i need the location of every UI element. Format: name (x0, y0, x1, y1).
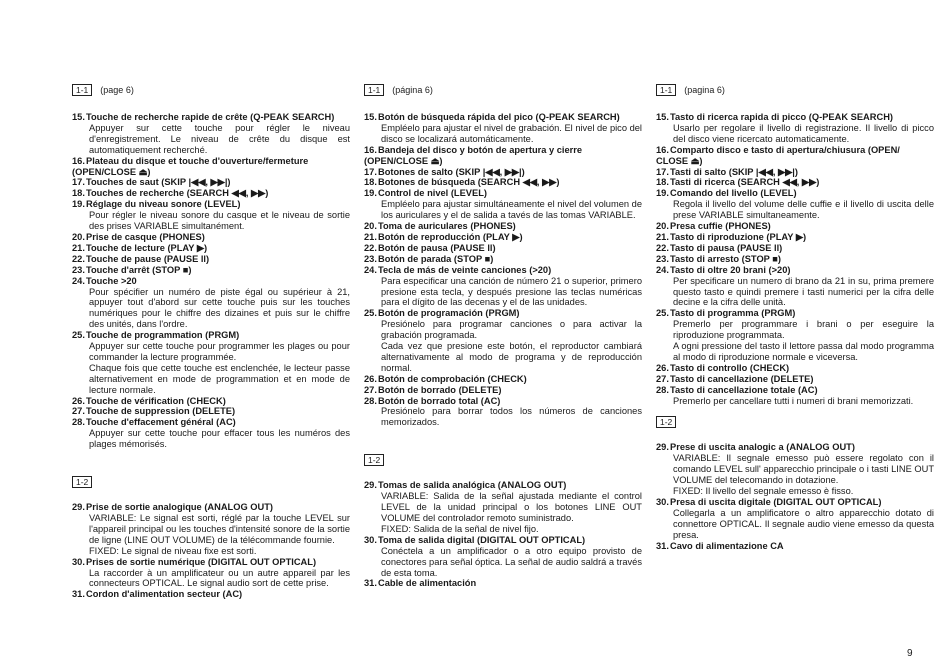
item-number: 30. (72, 556, 85, 567)
column-french (72, 80, 350, 600)
item-number: 23. (72, 264, 85, 275)
figure-reference (364, 454, 642, 466)
item-title-text: Tasto di cancellazione totale (AC) (670, 384, 818, 395)
item-number: 20. (364, 221, 377, 232)
item-title-text: Prese di uscita analogic a (ANALOG OUT) (670, 442, 855, 453)
item-number: 26. (656, 362, 669, 373)
description-paragraph: Cada vez que presione este botón, el reproductor cambiará alternativamente al modo de programa y de reproducción normal. (381, 341, 642, 373)
description-paragraph: Per specificare un numero di brano da 21 in su, prima premere questo tasto e quindi premere i tasti numerici per la cifra delle decine e la cifra delle unità. (673, 275, 934, 308)
item-title-text: Toma de salida digital (DIGITAL OUT OPTICAL) (378, 534, 586, 545)
item-title (364, 188, 642, 199)
item-title (72, 502, 350, 513)
item-number: 21. (656, 231, 669, 242)
item-title (364, 578, 642, 589)
description-paragraph: Collegarla a un amplificatore o altro apparecchio dotato di connettore OPTICAL. Il segnale audio viene emesso da questa presa. (673, 507, 934, 540)
list-item (72, 232, 350, 243)
list-item (364, 480, 642, 535)
item-number: 24. (72, 275, 85, 286)
item-title (72, 188, 350, 199)
description-paragraph: VARIABLE: Il segnale emesso può essere regolato con il comando LEVEL sull' apparecchio principale o i tasti LINE OUT VOLUME del telecomando in dotazione. (673, 453, 934, 486)
item-number: 31. (364, 578, 377, 589)
item-title-text: Toma de auriculares (PHONES) (378, 221, 516, 232)
list-item (364, 374, 642, 385)
description-paragraph: Appuyer sur cette touche pour effacer tous les numéros des plages mémorisés. (89, 428, 350, 450)
list-item (656, 385, 934, 407)
item-title-text: Touche d'effacement général (AC) (86, 417, 236, 428)
list-item (364, 535, 642, 579)
item-title (656, 167, 934, 178)
list-item (656, 254, 934, 265)
item-title-text: Bandeja del disco y botón de apertura y cierre (OPEN/CLOSE ⏏) (364, 144, 583, 166)
item-title-text: Tomas de salida analógica (ANALOG OUT) (378, 480, 567, 491)
description-paragraph: Presiónelo para programar canciones o para activar la grabación programada. (381, 319, 642, 341)
item-description (72, 287, 350, 331)
item-title-text: Touche de pause (PAUSE ll) (86, 253, 210, 264)
figure-ref-page: (pagina 6) (684, 84, 725, 95)
description-paragraph: A ogni pressione del tasto il lettore passa dal modo programma al modo di riproduzione normale e viceversa. (673, 341, 934, 362)
figure-ref-page: (página 6) (392, 84, 433, 95)
list-item (364, 145, 642, 167)
item-description (72, 428, 350, 450)
item-title-text: Tasto di controllo (CHECK) (670, 362, 790, 373)
item-title-text: Botón de pausa (PAUSE ll) (378, 242, 496, 253)
list-item (656, 188, 934, 221)
item-title-text: Tasto di ricerca rapida di picco (Q-PEAK SEARCH) (670, 112, 893, 122)
list-item (364, 578, 642, 589)
item-number: 22. (72, 253, 85, 264)
figure-ref-box: 1-1 (72, 84, 92, 96)
item-number: 18. (656, 177, 669, 188)
item-title (656, 363, 934, 374)
item-title-text: Botón de reproducción (PLAY ▶) (378, 231, 523, 242)
list-item (364, 396, 642, 429)
item-title (656, 254, 934, 265)
item-title-text: Tasto di cancellazione (DELETE) (670, 373, 814, 384)
item-number: 23. (364, 253, 377, 264)
item-title-text: Control de nivel (LEVEL) (378, 188, 487, 199)
item-title-text: Touches de recherche (SEARCH ◀◀, ▶▶) (86, 188, 269, 199)
item-number: 27. (364, 384, 377, 395)
item-title-text: Comando del livello (LEVEL) (670, 188, 797, 199)
item-title-text: Comparto disco e tasto di apertura/chiusura (OPEN/ CLOSE ⏏) (656, 144, 900, 166)
figure-reference (656, 416, 934, 428)
description-paragraph: FIXED: Il livello del segnale emesso è fisso. (673, 486, 854, 497)
item-number: 29. (656, 442, 669, 453)
item-title-text: Touche de recherche rapide de crête (Q-PEAK SEARCH) (86, 112, 335, 122)
list-item (656, 541, 934, 552)
item-description (656, 123, 934, 145)
item-number: 24. (656, 264, 669, 275)
item-title (72, 199, 350, 210)
item-title-text: Tasto di pausa (PAUSE ll) (670, 242, 783, 253)
item-number: 30. (364, 534, 377, 545)
item-title (656, 243, 934, 254)
figure-ref-box: 1-1 (364, 84, 384, 96)
list-item (656, 374, 934, 385)
item-number: 17. (72, 177, 85, 188)
item-number: 17. (364, 166, 377, 177)
item-description (364, 406, 642, 428)
item-description (364, 199, 642, 221)
item-title-text: Tasti di ricerca (SEARCH ◀◀, ▶▶) (670, 177, 820, 188)
item-title (72, 112, 350, 123)
description-paragraph: Regola il livello del volume delle cuffie e il livello di uscita delle prese VARIABLE simultaneamente. (673, 199, 934, 221)
item-title (656, 221, 934, 232)
description-paragraph: VARIABLE: Le signal est sorti, réglé par la touche LEVEL sur l'appareil principal ou les touches d'intensité sonore de la sortie de ligne (LINE OUT VOLUME) de la télécommande fournie. (89, 513, 350, 545)
item-description (656, 453, 934, 497)
item-number: 16. (364, 144, 377, 155)
item-number: 27. (72, 406, 85, 417)
item-title (656, 232, 934, 243)
item-number: 18. (72, 188, 85, 199)
list-item (364, 265, 642, 309)
item-description (656, 276, 934, 309)
item-title (72, 406, 350, 417)
list-item (72, 112, 350, 156)
item-title (72, 177, 350, 188)
list-item (72, 265, 350, 276)
list-item (364, 243, 642, 254)
item-title (656, 145, 934, 167)
item-title-text: Touche de lecture (PLAY ▶) (86, 242, 208, 253)
item-number: 31. (656, 540, 669, 551)
item-number: 24. (364, 264, 377, 275)
item-title-text: Tasti di salto (SKIP |◀◀, ▶▶|) (670, 166, 798, 177)
item-description (72, 341, 350, 396)
list-item (72, 276, 350, 331)
description-paragraph: Empléelo para ajustar el nivel de grabación. El nivel de pico del disco se localizará automáticamente. (381, 122, 642, 144)
item-title (656, 308, 934, 319)
list-item (72, 177, 350, 188)
item-title (364, 308, 642, 319)
item-number: 15. (364, 112, 377, 122)
item-description (656, 199, 934, 221)
item-description (364, 319, 642, 374)
item-number: 15. (656, 112, 669, 122)
item-title-text: Cordon d'alimentation secteur (AC) (86, 589, 243, 600)
item-title (72, 276, 350, 287)
list-item (364, 232, 642, 243)
list-item (656, 167, 934, 178)
item-title (72, 589, 350, 600)
list-item (656, 243, 934, 254)
item-title (364, 177, 642, 188)
item-number: 29. (72, 502, 85, 513)
item-title-text: Botones de búsqueda (SEARCH ◀◀, ▶▶) (378, 177, 560, 188)
item-title (364, 254, 642, 265)
list-item (72, 557, 350, 590)
item-description (72, 123, 350, 156)
item-title (72, 417, 350, 428)
item-title-text: Touche de suppression (DELETE) (86, 406, 236, 417)
description-paragraph: Conéctela a un amplificador o a otro equipo provisto de conectores para señal óptica. La señal de audio saldrá a través de esta toma. (381, 545, 642, 578)
item-title (364, 396, 642, 407)
item-title (72, 232, 350, 243)
item-number: 28. (364, 395, 377, 406)
item-title-text: Touche >20 (86, 275, 137, 286)
list-item (656, 177, 934, 188)
item-number: 18. (364, 177, 377, 188)
list-item (72, 243, 350, 254)
list-item (72, 396, 350, 407)
item-title-text: Prise de casque (PHONES) (86, 231, 205, 242)
item-title (72, 156, 350, 178)
item-description (364, 491, 642, 535)
list-item (656, 442, 934, 497)
description-paragraph: FIXED: Salida de la señal de nivel fijo. (381, 523, 539, 534)
list-item (656, 308, 934, 363)
item-title (364, 385, 642, 396)
item-title-text: Prise de sortie analogique (ANALOG OUT) (86, 502, 273, 513)
item-title-text: Touches de saut (SKIP |◀◀, ▶▶|) (86, 177, 231, 188)
item-description (72, 210, 350, 232)
item-number: 16. (656, 144, 669, 155)
item-number: 26. (364, 373, 377, 384)
item-title-text: Tasto di oltre 20 brani (>20) (670, 264, 791, 275)
list-item (364, 221, 642, 232)
item-title (364, 232, 642, 243)
item-number: 19. (72, 199, 85, 210)
item-title (656, 541, 934, 552)
description-paragraph: Premerlo per cancellare tutti i numeri di brani memorizzati. (673, 395, 914, 406)
figure-ref-box: 1-1 (656, 84, 676, 96)
description-paragraph: Presiónelo para borrar todos los números de canciones memorizados. (381, 406, 642, 428)
item-title-text: Touche de programmation (PRGM) (86, 330, 240, 341)
list-item (72, 330, 350, 395)
figure-reference (656, 84, 934, 96)
item-description (656, 396, 934, 407)
item-number: 29. (364, 480, 377, 491)
description-paragraph: VARIABLE: Salida de la señal ajustada mediante el control LEVEL de la unidad principal o los botones LINE OUT VOLUME del controlador remoto suministrado. (381, 491, 642, 523)
item-number: 19. (656, 188, 669, 199)
item-title (72, 330, 350, 341)
item-title (364, 374, 642, 385)
item-number: 27. (656, 373, 669, 384)
item-number: 25. (364, 308, 377, 319)
list-item (364, 188, 642, 221)
item-title (72, 557, 350, 568)
item-title (364, 243, 642, 254)
item-title-text: Touche d'arrêt (STOP ■) (86, 264, 192, 275)
item-description (364, 123, 642, 145)
description-paragraph: FIXED: Le signal de niveau fixe est sorti. (89, 545, 257, 556)
item-title-text: Prises de sortie numérique (DIGITAL OUT OPTICAL) (86, 556, 317, 567)
item-title (656, 497, 934, 508)
item-description (656, 319, 934, 363)
item-title (364, 167, 642, 178)
list-item (72, 188, 350, 199)
item-title (364, 480, 642, 491)
item-number: 30. (656, 497, 669, 507)
item-number: 31. (72, 589, 85, 600)
item-number: 19. (364, 188, 377, 199)
item-title (656, 188, 934, 199)
item-title-text: Presa di uscita digitale (DIGITAL OUT OPTICAL) (670, 497, 882, 507)
item-title (72, 243, 350, 254)
item-number: 28. (72, 417, 85, 428)
list-item (364, 254, 642, 265)
list-item (656, 221, 934, 232)
list-item (364, 385, 642, 396)
item-title (656, 374, 934, 385)
item-title (72, 254, 350, 265)
item-description (364, 276, 642, 309)
item-title-text: Botón de parada (STOP ■) (378, 253, 494, 264)
item-number: 22. (364, 242, 377, 253)
item-description (364, 546, 642, 579)
item-title (656, 112, 934, 123)
item-number: 25. (72, 330, 85, 341)
item-number: 15. (72, 112, 85, 122)
description-paragraph: Premerlo per programmare i brani o per eseguire la riproduzione programmata. (673, 319, 934, 341)
list-item (656, 112, 934, 145)
description-paragraph: Para especificar una canción de número 21 o superior, primero presione esta tecla, y después presione las teclas numéricas para el dígito de las decenas y el de las unidades. (381, 275, 642, 308)
item-description (72, 513, 350, 557)
list-item (656, 232, 934, 243)
list-item (72, 254, 350, 265)
column-italian (656, 80, 934, 552)
item-title-text: Botones de salto (SKIP |◀◀, ▶▶|) (378, 166, 525, 177)
item-title-text: Plateau du disque et touche d'ouverture/fermeture (OPEN/CLOSE ⏏) (72, 155, 309, 177)
item-title-text: Presa cuffie (PHONES) (670, 221, 771, 232)
item-title-text: Réglage du niveau sonore (LEVEL) (86, 199, 241, 210)
description-paragraph: Chaque fois que cette touche est enclenchée, le lecteur passe alternativement en mode de programmation et en mode de lecture normale. (89, 362, 350, 395)
item-title-text: Botón de búsqueda rápida del pico (Q-PEAK SEARCH) (378, 112, 620, 122)
item-title-text: Tasto di programma (PRGM) (670, 308, 796, 319)
item-number: 16. (72, 155, 85, 166)
list-item (72, 589, 350, 600)
item-title-text: Botón de borrado (DELETE) (378, 384, 502, 395)
item-title-text: Touche de vérification (CHECK) (86, 395, 226, 406)
item-title-text: Botón de borrado total (AC) (378, 395, 501, 406)
item-title (656, 177, 934, 188)
figure-ref-page: (page 6) (100, 84, 134, 95)
item-title-text: Cavo di alimentazione CA (670, 540, 784, 551)
list-item (72, 417, 350, 450)
description-paragraph: Pour régler le niveau sonore du casque et le niveau de sortie des prises VARIABLE simultanément. (89, 210, 350, 232)
figure-ref-box: 1-2 (72, 476, 92, 488)
item-description (72, 568, 350, 590)
item-description (656, 508, 934, 541)
description-paragraph: Appuyer sur cette touche pour programmer les plages ou pour commander la lecture programmée. (89, 341, 350, 362)
figure-ref-box: 1-2 (364, 454, 384, 466)
description-paragraph: Pour spécifier un numéro de piste égal ou supérieur à 21, appuyer tout d'abord sur cette touche puis sur les touches numériques pour le chiffre des dizaines et puis sur le chiffre des unités, dans l'ordre. (89, 286, 350, 330)
item-number: 17. (656, 166, 669, 177)
list-item (656, 497, 934, 541)
figure-reference (72, 84, 350, 96)
item-number: 26. (72, 395, 85, 406)
item-title-text: Tasto di arresto (STOP ■) (670, 253, 782, 264)
item-title (72, 265, 350, 276)
item-title-text: Botón de comprobación (CHECK) (378, 373, 527, 384)
item-number: 21. (72, 242, 85, 253)
item-number: 23. (656, 253, 669, 264)
list-item (72, 156, 350, 178)
item-title (72, 396, 350, 407)
item-title (364, 221, 642, 232)
list-item (364, 167, 642, 178)
item-number: 28. (656, 384, 669, 395)
column-spanish (364, 80, 642, 589)
list-item (364, 112, 642, 145)
item-number: 20. (656, 221, 669, 232)
figure-ref-box: 1-2 (656, 416, 676, 428)
item-title (656, 265, 934, 276)
item-title (656, 442, 934, 453)
description-paragraph: Empléelo para ajustar simultáneamente el nivel del volumen de los auriculares y el de salida a tavés de las tomas VARIABLE. (381, 199, 642, 221)
item-number: 22. (656, 242, 669, 253)
figure-reference (364, 84, 642, 96)
list-item (364, 177, 642, 188)
list-item (72, 502, 350, 557)
list-item (656, 363, 934, 374)
item-number: 20. (72, 231, 85, 242)
item-title-text: Tecla de más de veinte canciones (>20) (378, 264, 552, 275)
item-number: 21. (364, 231, 377, 242)
description-paragraph: La raccorder à un amplificateur ou un autre appareil par les connecteurs OPTICAL. Le signal audio sort de cette prise. (89, 567, 350, 589)
list-item (364, 308, 642, 373)
list-item (72, 199, 350, 232)
list-item (656, 145, 934, 167)
figure-reference (72, 476, 350, 488)
list-item (656, 265, 934, 309)
item-title (364, 112, 642, 123)
description-paragraph: Appuyer sur cette touche pour régler le niveau d'enregistrement. Le niveau de crête du disque est automatiquement recherché. (89, 122, 350, 155)
item-title-text: Botón de programación (PRGM) (378, 308, 520, 319)
item-title (656, 385, 934, 396)
item-number: 25. (656, 308, 669, 319)
description-paragraph: Usarlo per regolare il livello di registrazione. Il livello di picco del disco viene ricercato automaticamente. (673, 122, 934, 144)
item-title-text: Tasto di riproduzione (PLAY ▶) (670, 231, 807, 242)
item-title (364, 265, 642, 276)
page-number: 9 (907, 648, 913, 659)
item-title (364, 145, 642, 167)
item-title (364, 535, 642, 546)
list-item (72, 406, 350, 417)
item-title-text: Cable de alimentación (378, 578, 477, 589)
